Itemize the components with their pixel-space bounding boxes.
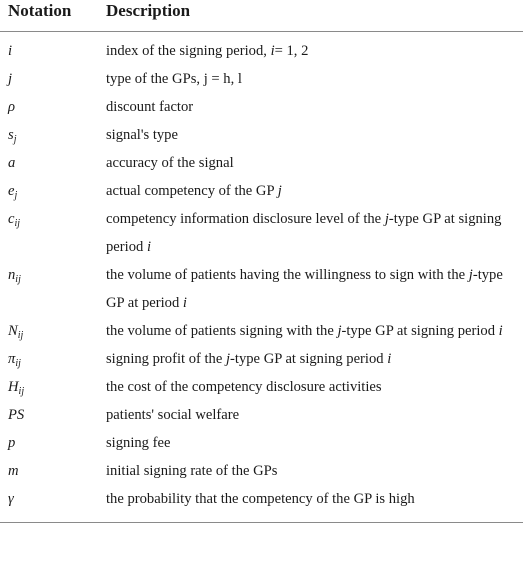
notation-description: signing fee: [106, 435, 171, 451]
symbol-base: H: [8, 379, 19, 395]
header-notation: Notation: [0, 0, 106, 32]
notation-symbol: [0, 149, 106, 177]
notation-description: signal's type: [106, 127, 178, 143]
symbol-base: ρ: [8, 99, 16, 115]
symbol-base: i: [8, 43, 13, 59]
notation-symbol: [0, 121, 106, 149]
symbol-base: a: [8, 155, 16, 171]
notation-description: the volume of patients having the willingness to sign with the j-type GP at period i: [106, 267, 503, 311]
notation-symbol: [0, 32, 106, 66]
notation-description: signing profit of the j-type GP at signing period i: [106, 351, 392, 367]
table-row: [0, 317, 523, 345]
notation-description: accuracy of the signal: [106, 155, 234, 171]
header-description: Description: [106, 0, 523, 32]
table-row: [0, 485, 523, 523]
symbol-subscript: ij: [15, 274, 21, 285]
notation-description: index of the signing period, i= 1, 2: [106, 43, 309, 59]
notation-symbol: [0, 205, 106, 261]
table-row: [0, 345, 523, 373]
symbol-subscript: j: [14, 190, 18, 201]
symbol-base: N: [8, 323, 18, 339]
symbol-subscript: ij: [17, 330, 24, 341]
table-row: [0, 65, 523, 93]
notation-description: the volume of patients signing with the j-type GP at signing period i: [106, 323, 503, 339]
symbol-base: j: [8, 71, 13, 87]
table-row: [0, 429, 523, 457]
notation-symbol: [0, 65, 106, 93]
symbol-base: c: [8, 211, 15, 227]
symbol-base: PS: [8, 407, 25, 423]
symbol-subscript: ij: [14, 218, 21, 229]
table-row: [0, 373, 523, 401]
table-row: [0, 261, 523, 317]
notation-symbol: [0, 177, 106, 205]
table-row: [0, 32, 523, 66]
table-body: [0, 32, 523, 523]
symbol-base: γ: [8, 491, 14, 507]
notation-symbol: [0, 261, 106, 317]
notation-description: the cost of the competency disclosure activities: [106, 379, 382, 395]
symbol-base: π: [8, 351, 16, 367]
notation-description: actual competency of the GP j: [106, 183, 282, 199]
symbol-subscript: j: [13, 134, 17, 145]
notation-symbol: [0, 401, 106, 429]
notation-symbol: [0, 485, 106, 523]
notation-symbol: [0, 317, 106, 345]
table-row: [0, 205, 523, 261]
notation-symbol: [0, 373, 106, 401]
symbol-base: p: [8, 435, 16, 451]
symbol-subscript: ij: [18, 386, 25, 397]
table-row: [0, 149, 523, 177]
table-row: [0, 401, 523, 429]
symbol-base: s: [8, 127, 14, 143]
symbol-base: e: [8, 183, 15, 199]
notation-description: patients' social welfare: [106, 407, 240, 423]
notation-symbol: [0, 93, 106, 121]
header-row: [0, 0, 523, 32]
symbol-base: m: [8, 463, 19, 479]
table-row: [0, 457, 523, 485]
table-row: [0, 93, 523, 121]
table-row: [0, 177, 523, 205]
notation-symbol: [0, 457, 106, 485]
symbol-base: n: [8, 267, 16, 283]
notation-description: competency information disclosure level of the j-type GP at signing period i: [106, 211, 502, 255]
notation-description: discount factor: [106, 99, 194, 115]
symbol-subscript: ij: [15, 358, 21, 369]
notation-symbol: [0, 429, 106, 457]
notation-description: type of the GPs, j = h, l: [106, 71, 242, 87]
notation-description: the probability that the competency of the GP is high: [106, 485, 523, 523]
table-header: [0, 0, 523, 32]
notation-description: initial signing rate of the GPs: [106, 463, 278, 479]
notation-symbol: [0, 345, 106, 373]
table-row: [0, 121, 523, 149]
